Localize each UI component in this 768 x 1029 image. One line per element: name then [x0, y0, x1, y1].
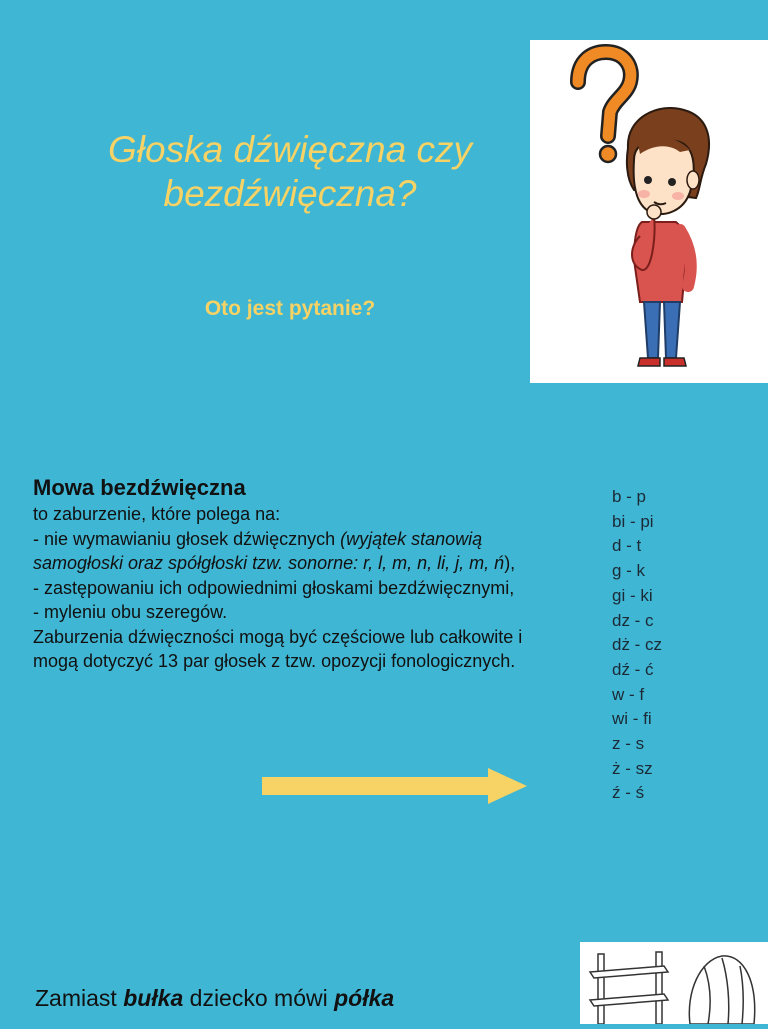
list-item: g - k [612, 561, 646, 581]
shelf-and-bread-illustration [580, 942, 768, 1024]
list-item: wi - fi [612, 709, 652, 729]
list-item: dz - c [612, 610, 654, 630]
list-item: bi - pi [612, 511, 654, 531]
list-item: w - f [612, 684, 645, 704]
list-item: gi - ki [612, 585, 653, 605]
list-item: b - p [612, 487, 647, 506]
example-word-2: półka [334, 985, 395, 1011]
bread-roll-icon [689, 956, 754, 1024]
list-item: z - s [612, 734, 645, 754]
definition-block [33, 474, 533, 674]
arrow-right-icon [260, 766, 530, 806]
list-item: ż - sz [612, 758, 653, 778]
definition-point-2: - zastępowaniu ich odpowiednimi głoskami bezdźwięcznymi, [33, 577, 515, 598]
definition-point-1: - nie wymawianiu głosek dźwięcznych (wyjątek stanowią samogłoski oraz spółgłoski tzw. sonorne: r, l, m, n, li, j, m, ń), [33, 528, 516, 573]
definition-summary: Zaburzenia dźwięczności mogą być częściowe lub całkowite i mogą dotyczyć 13 par głosek z tzw. opozycji fonologicznych. [33, 626, 523, 671]
page-subtitle: Oto jest pytanie? [204, 297, 376, 320]
example-word-1: bułka [123, 985, 184, 1011]
definition-intro: to zaburzenie, które polega na: [33, 504, 281, 524]
question-mark-icon [578, 52, 631, 162]
list-item: d - t [612, 536, 642, 556]
shelf-icon [590, 952, 668, 1024]
thinking-boy-illustration [530, 40, 768, 383]
example-sentence: Zamiast bułka dziecko mówi półka [35, 985, 395, 1011]
phoneme-pairs-list [612, 485, 662, 806]
list-item: ź - ś [612, 783, 645, 803]
list-item: dź - ć [612, 659, 654, 679]
definition-heading: Mowa bezdźwięczna [33, 475, 246, 500]
list-item: dż - cz [612, 635, 663, 655]
page-title: Głoska dźwięczna czy bezdźwięczna? [108, 129, 472, 214]
definition-point-3: - myleniu obu szeregów. [33, 602, 228, 622]
